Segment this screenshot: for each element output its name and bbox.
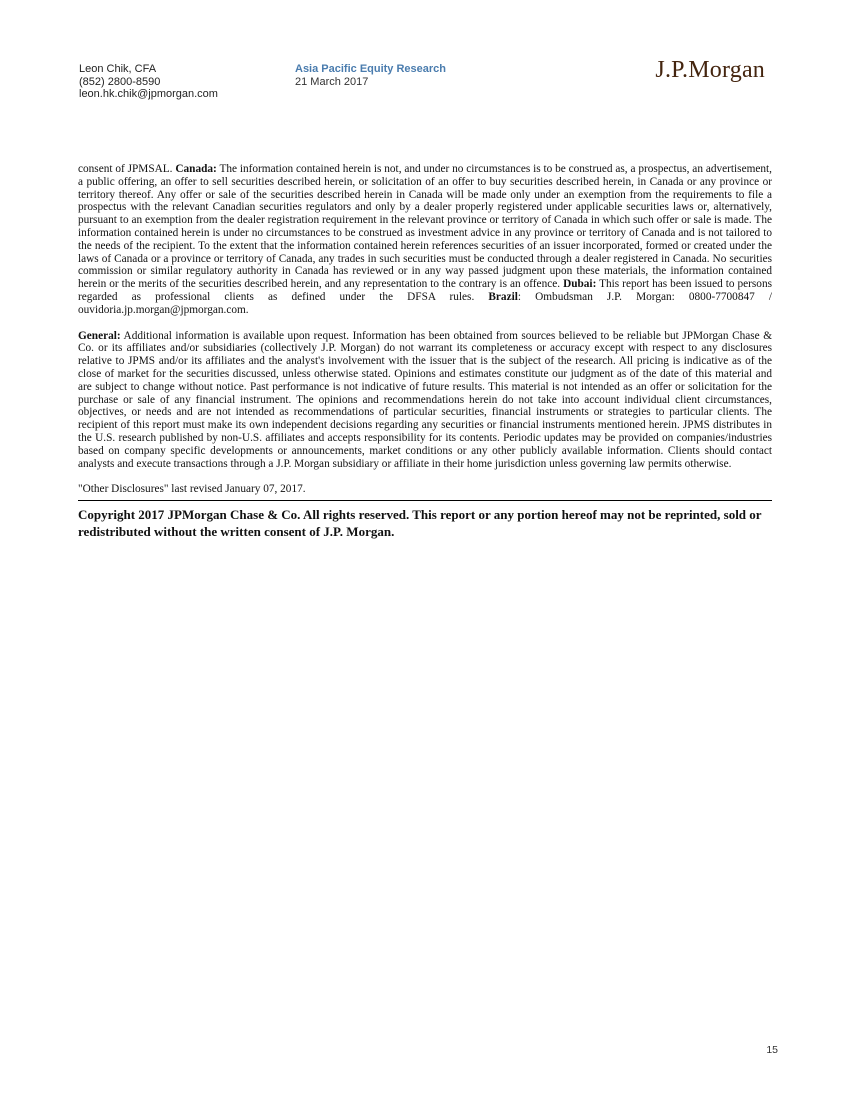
divider-rule (78, 500, 772, 501)
page-number: 15 (766, 1044, 778, 1056)
copyright-notice: Copyright 2017 JPMorgan Chase & Co. All rights reserved. This report or any portion hereof may not be reprinted, sold or redistributed without the written consent of J.P. Morgan. (78, 507, 762, 540)
analyst-name: Leon Chik, CFA (79, 63, 157, 75)
analyst-phone: (852) 2800-8590 (79, 75, 161, 88)
research-group-label: Asia Pacific Equity Research (295, 63, 447, 75)
analyst-email: leon.hk.chik@jpmorgan.com (79, 88, 218, 100)
analyst-info (79, 63, 218, 101)
disclosure-paragraph: consent of JPMSAL. Canada: The information contained herein is not, and under no circumstances is to be construed as, a prospectus, an advertisement, a public offering, an offer to sell securities described herein, or solicitation of an offer to buy securities described herein, in Canada or any province or territory thereof. Any offer or sale of the securities described herein in Canada will be made only under an exemption from the requirements to file a prospectus with the relevant Canadian securities regulators and only by a dealer properly registered under applicable securities laws or, alternatively, pursuant to an exemption from the dealer registration requirement in the relevant province or territory of Canada in which such offer or sale is made. The information contained herein is under no circumstances to be construed as investment advice in any province or territory of Canada and is not tailored to the needs of the recipient. To the extent that the information contained herein references securities of an issuer incorporated, formed or created under the laws of Canada or a province or territory of Canada, any trades in such securities must be conducted through a dealer registered in Canada. No securities commission or similar regulatory authority in Canada has reviewed or in any way passed judgment upon these materials, the information contained herein or the merits of the securities described herein, and any representation to the contrary is an offence. Dubai: This report has been issued to persons regarded as professional clients as defined under the DFSA rules. Brazil: Ombudsman J.P. Morgan: 0800-7700847 / ouvidoria.jp.morgan@jpmorgan.com. (78, 163, 773, 316)
report-date: 21 March 2017 (295, 75, 369, 88)
jpmorgan-logo: J.P.Morgan (655, 57, 765, 83)
research-info (295, 63, 446, 88)
disclosure-paragraphs (78, 163, 772, 470)
disclosures-body (78, 163, 772, 540)
revision-note: "Other Disclosures" last revised January 07, 2017. (78, 483, 306, 496)
disclosure-paragraph: General: Additional information is available upon request. Information has been obtained from sources believed to be reliable but JPMorgan Chase & Co. or its affiliates and/or subsidiaries (collectively J.P. Morgan) do not warrant its completeness or accuracy except with respect to any disclosures relative to JPMS and/or its affiliates and the analyst's involvement with the issuer that is the subject of the research. All pricing is indicative as of the close of market for the securities discussed, unless otherwise stated. Opinions and estimates constitute our judgment as of the date of this material and are subject to change without notice. Past performance is not indicative of future results. This material is not intended as an offer or solicitation for the purchase or sale of any financial instrument. The opinions and recommendations herein do not take into account individual client circumstances, objectives, or needs and are not intended as recommendations of particular securities, financial instruments or strategies to particular clients. The recipient of this report must make its own independent decisions regarding any securities or financial instruments mentioned herein. JPMS distributes in the U.S. research published by non-U.S. affiliates and accepts responsibility for its contents. Periodic updates may be provided on companies/industries based on company specific developments or announcements, market conditions or any other publicly available information. Clients should contact analysts and execute transactions through a J.P. Morgan subsidiary or affiliate in their home jurisdiction unless governing law permits otherwise. (78, 329, 772, 470)
